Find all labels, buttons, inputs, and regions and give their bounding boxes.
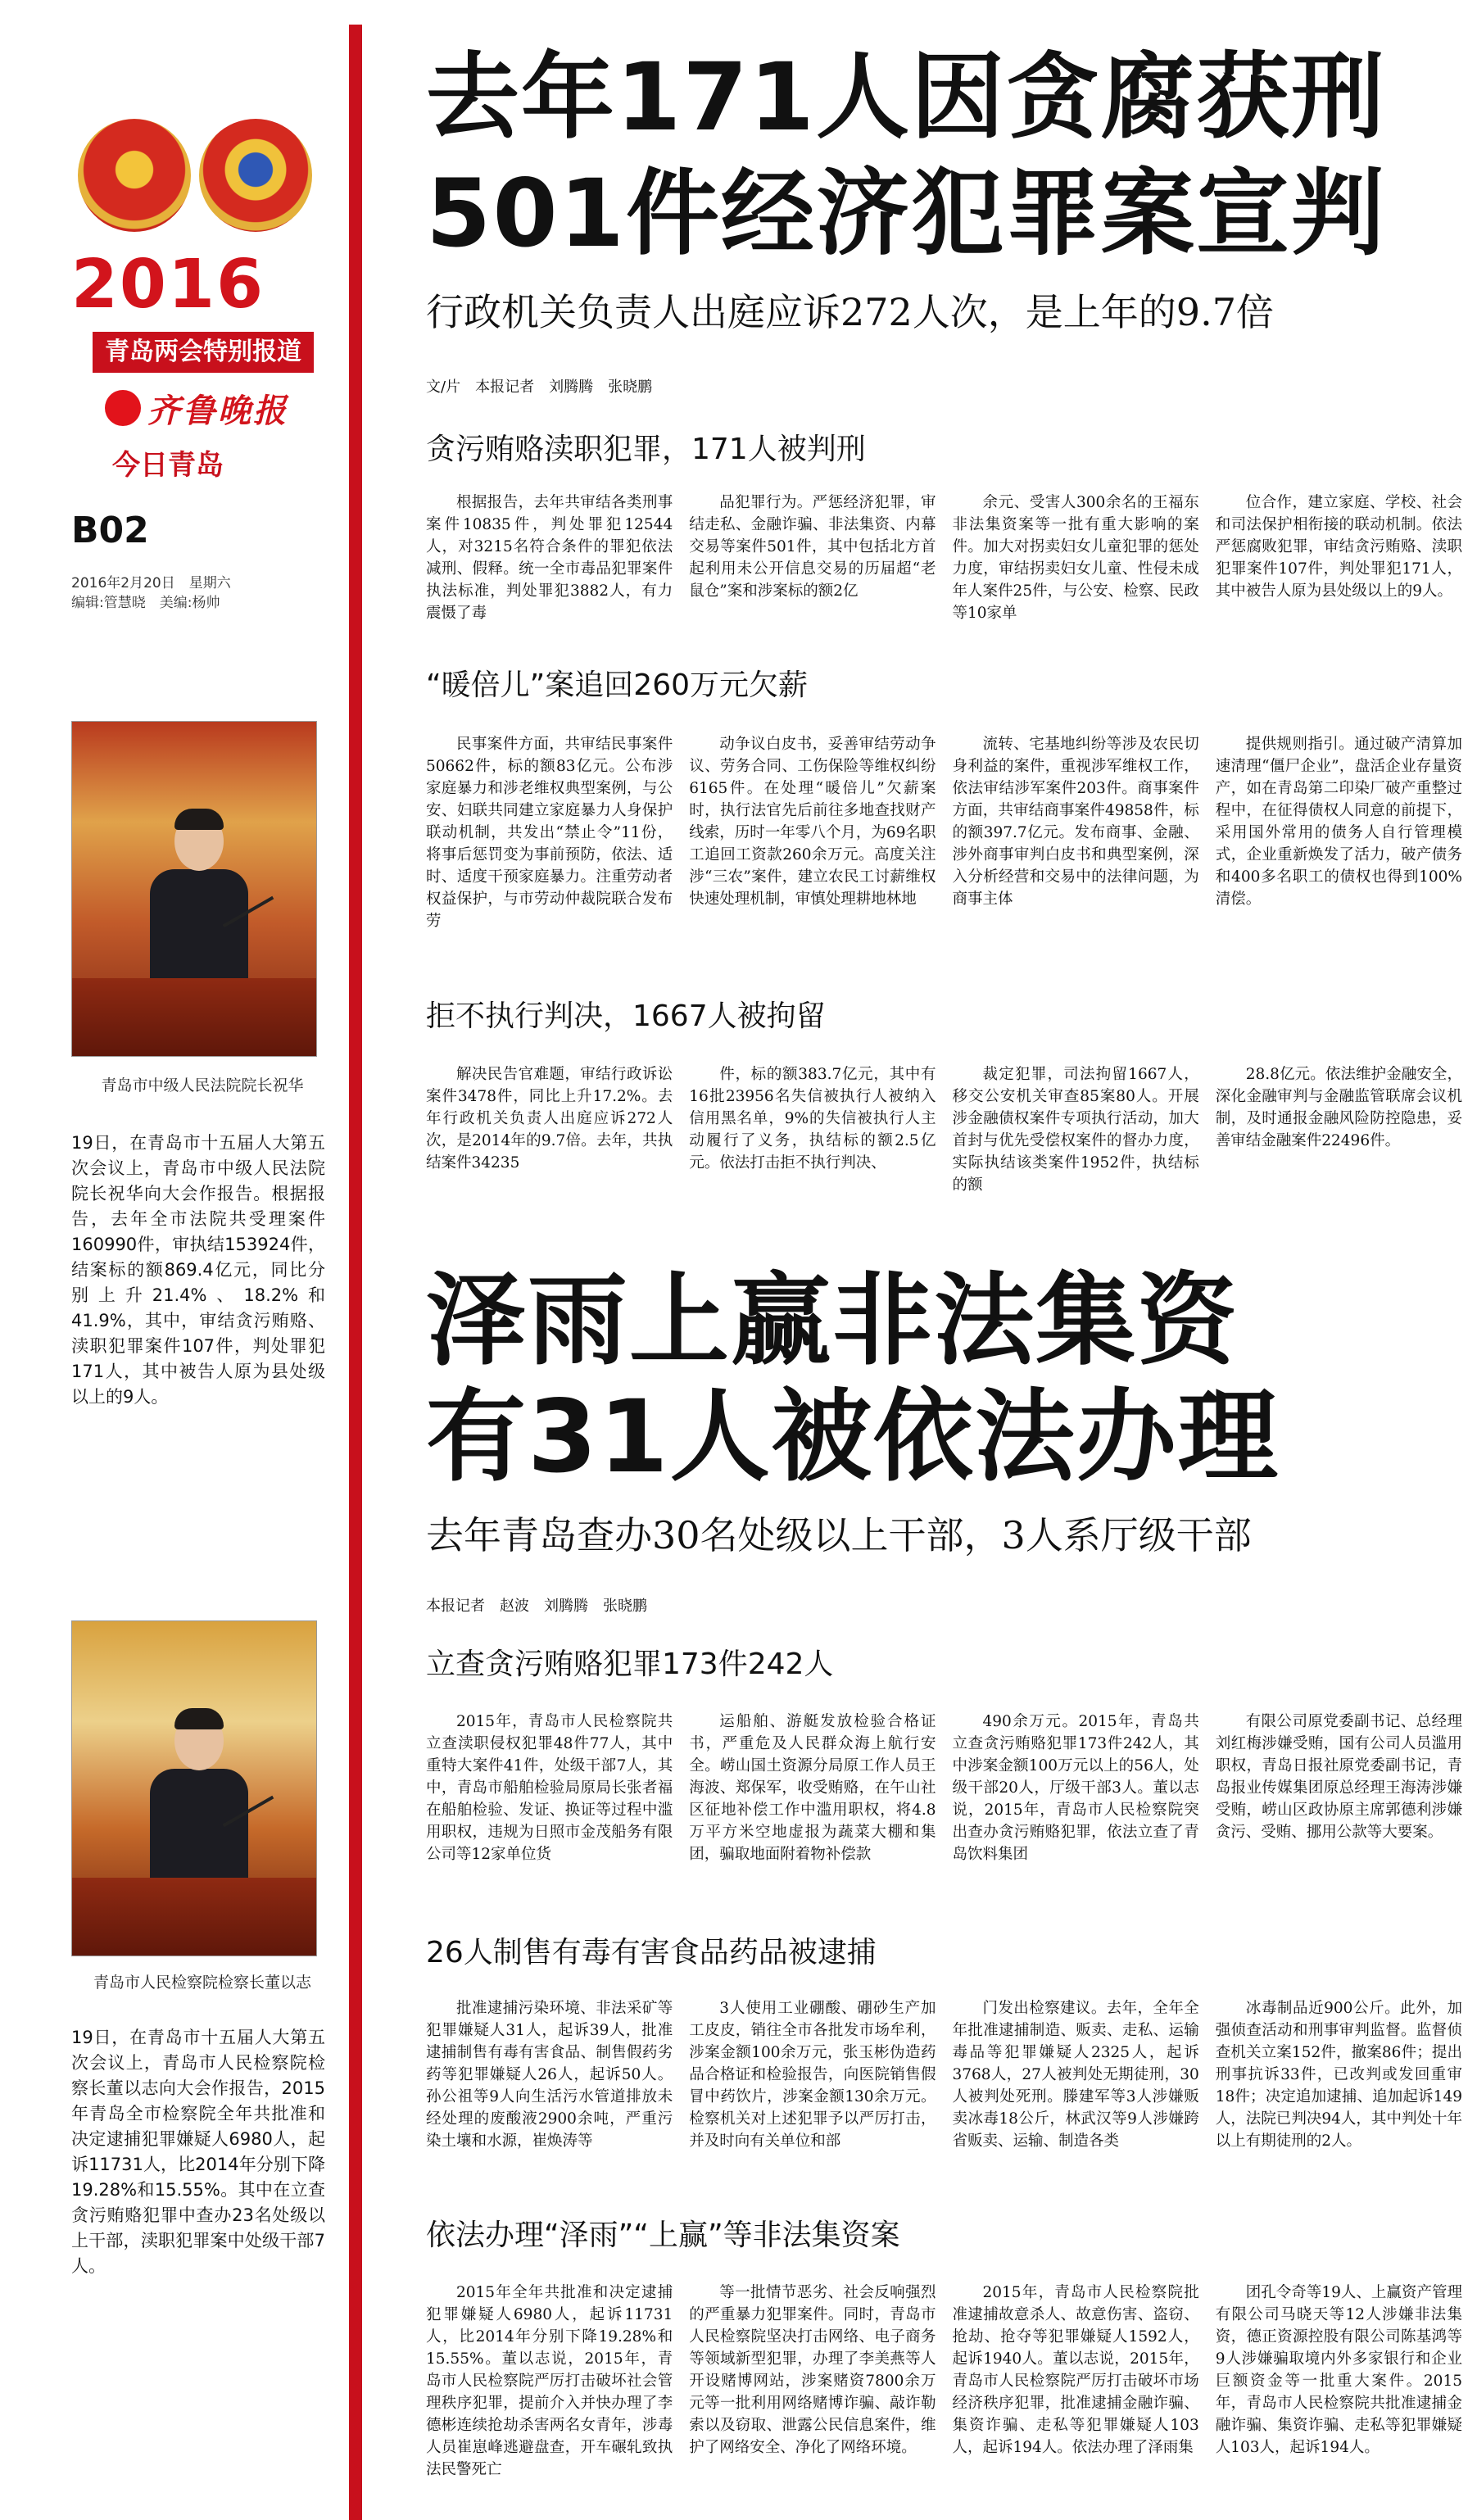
sun-logo-icon	[105, 390, 141, 426]
article-column: 动争议白皮书，妥善审结劳动争议、劳务合同、工伤保险等维权纠纷6165件。在处理“暖倍儿”欠薪案时，执行法官先后前往多地查找财产线索，历时一年零八个月，为69名职工追回工资款260余万元。高度关注涉“三农”案件，建立农民工讨薪维权快速处理机制，审慎处理耕地林地	[689, 736, 936, 908]
article-column: 品犯罪行为。严惩经济犯罪，审结走私、金融诈骗、非法集资、内幕交易等案件501件，其中包括北方首起利用未公开信息交易的历届超“老鼠仓”案和涉案标的额2亿	[689, 494, 936, 600]
article-column: 2015年全年共批准和决定逮捕犯罪嫌疑人6980人，起诉11731人，比2014年分别下降19.28%和15.55%。董以志说，2015年，青岛市人民检察院严厉打击破坏社会管理秩序犯罪，提前介入并快办理了李德彬连续抢劫杀害两名女青年，涉毒人员崔崽峰逃避盘查，开车碾轧致执法民警死亡	[426, 2284, 673, 2478]
story2-section2-body	[426, 1997, 1462, 2194]
special-report-banner: 青岛两会特别报道	[93, 332, 314, 373]
photo-procurator	[71, 1620, 317, 1956]
story1-section2-body	[426, 733, 1462, 954]
article-column: 490余万元。2015年，青岛共立查贪污贿赂犯罪173件242人，其中涉案金额100万元以上的56人，处级干部20人，厅级干部3人。董以志说，2015年，青岛市人民检察院突出查办贪污贿赂犯罪，依法立查了青岛饮料集团	[952, 1713, 1199, 1863]
article-column: 28.8亿元。依法维护金融安全，深化金融审判与金融监管联席会议机制，及时通报金融风险防控隐患，妥善审结金融案件22496件。	[1215, 1066, 1462, 1149]
person-figure	[150, 812, 248, 992]
article-column: 团孔令奇等19人、上赢资产管理有限公司马晓天等12人涉嫌非法集资，德正资源控股有限公司陈基鸿等9人涉嫌骗取境内外多家银行和企业巨额资金等一批重大案件。2015年，青岛市人民检察院共批准逮捕金融诈骗、集资诈骗、走私等犯罪嫌疑人103人，起诉194人。	[1215, 2284, 1462, 2456]
article-column: 运船舶、游艇发放检验合格证书，严重危及人民群众海上航行安全。崂山国土资源分局原工作人员王海波、郑保军，收受贿赂，在午山社区征地补偿工作中滥用职权，将4.8万平方米空地虚报为蔬菜大棚和集团，骗取地面附着物补偿款	[689, 1713, 936, 1863]
story1-section1-body	[426, 492, 1462, 635]
page-number: B02	[71, 510, 149, 551]
article-column: 有限公司原党委副书记、总经理刘红梅涉嫌受贿，国有公司人员滥用职权，青岛日报社原党委副书记，青岛报业传媒集团原总经理王海涛涉嫌受贿，崂山区政协原主席郭德利涉嫌贪污、受贿、挪用公款等大要案。	[1215, 1713, 1462, 1841]
article-column: 2015年，青岛市人民检察院批准逮捕故意杀人、故意伤害、盗窃、抢劫、抢夺等犯罪嫌疑人1592人，起诉1940人。董以志说，2015年，青岛市人民检察院严厉打击破坏市场经济秩序犯罪，批准逮捕金融诈骗、集资诈骗、走私等犯罪嫌疑人103人，起诉194人。依法办理了泽雨集	[952, 2284, 1199, 2456]
story2-section3-title: 依法办理“泽雨”“上赢”等非法集资案	[426, 2219, 900, 2252]
article-column: 位合作，建立家庭、学校、社会和司法保护相衔接的联动机制。依法严惩腐败犯罪，审结贪污贿赂、渎职犯罪案件107件，判处罪犯171人，其中被告人原为县处级以上的9人。	[1215, 494, 1462, 600]
article-column: 流转、宅基地纠纷等涉及农民切身利益的案件，重视涉军维权工作，依法审结涉军案件203件。商事案件方面，共审结商事案件49858件，标的额397.7亿元。发布商事、金融、涉外商事审判白皮书和典型案例，深入分析经营和交易中的法律问题，为商事主体	[952, 736, 1199, 908]
article-column: 余元、受害人300余名的王福东非法集资案等一批有重大影响的案件。加大对拐卖妇女儿童犯罪的惩处力度，审结拐卖妇女儿童、性侵未成年人案件25件，与公安、检察、民政等10家单	[952, 494, 1199, 622]
article-column: 门发出检察建议。去年，全年全年批准逮捕制造、贩卖、走私、运输毒品等犯罪嫌疑人2325人，起诉3768人，27人被判处无期徒刑，30人被判处死刑。滕建军等3人涉嫌贩卖冰毒18公斤，林武汉等9人涉嫌跨省贩卖、运输、制造各类	[952, 2000, 1199, 2150]
story1-section3-title: 拒不执行判决，1667人被拘留	[426, 999, 826, 1033]
article-column: 件，标的额383.7亿元，其中有16批23956名失信被执行人被纳入信用黑名单，9%的失信被执行人主动履行了义务，执结标的额2.5亿元。依法打击拒不执行判决、	[689, 1066, 936, 1172]
story1-section2-title: “暖倍儿”案追回260万元欠薪	[426, 669, 809, 702]
article-column: 等一批情节恶劣、社会反响强烈的严重暴力犯罪案件。同时，青岛市人民检察院坚决打击网络、电子商务等领域新型犯罪，办理了李美燕等人开设赌博网站，涉案赌资7800余万元等一批利用网络赌博诈骗、敲诈勒索以及窃取、泄露公民信息案件，维护了网络安全、净化了网络环境。	[689, 2284, 936, 2456]
sidebar-text-2: 19日，在青岛市十五届人大第五次会议上，青岛市人民检察院检察长董以志向大会作报告，2015年青岛全市检察院全年共批准和决定逮捕犯罪嫌疑人6980人，起诉11731人，比2014年分别下降19.28%和15.55%。其中在立查贪污贿赂犯罪中查办23名处级以上干部，渎职犯罪案中处级干部7人。	[71, 2028, 325, 2276]
paper-name: 齐鲁晚报	[147, 392, 288, 430]
person-figure	[150, 1711, 248, 1892]
story1-headline-line1: 去年171人因贪腐获刑	[426, 43, 1386, 152]
emblems	[78, 119, 315, 242]
sidebar-text-1: 19日，在青岛市十五届人大第五次会议上，青岛市中级人民法院院长祝华向大会作报告。根据报告，去年全市法院共受理案件160990件，审执结153924件，结案标的额869.4亿元，同比分别上升21.4%、18.2%和41.9%，其中，审结贪污贿赂、渎职犯罪案件107件，判处罪犯171人，其中被告人原为县处级以上的9人。	[71, 1133, 325, 1407]
story2-byline: 本报记者 赵波 刘腾腾 张晓鹏	[426, 1598, 647, 1615]
story2-section3-body	[426, 2282, 1462, 2511]
red-vertical-rule	[349, 25, 362, 2520]
podium	[72, 978, 317, 1056]
main-content	[385, 0, 1466, 2520]
article-column: 3人使用工业硼酸、硼砂生产加工皮皮，销往全市各批发市场牟利，涉案金额100余万元，张玉彬伪造药品合格证和检验报告，向医院销售假冒中药饮片，涉案金额130余万元。检察机关对上述犯罪予以严厉打击，并及时向有关单位和部	[689, 2000, 936, 2150]
story1-subhead: 行政机关负责人出庭应诉272人次，是上年的9.7倍	[426, 290, 1274, 334]
story2-subhead: 去年青岛查办30名处级以上干部，3人系厅级干部	[426, 1513, 1252, 1557]
article-column: 解决民告官难题，审结行政诉讼案件3478件，同比上升17.2%。去年行政机关负责人出庭应诉272人次，是2014年的9.7倍。去年，共执结案件34235	[426, 1066, 673, 1172]
article-column: 裁定犯罪，司法拘留1667人，移交公安机关审查85案80人。开展涉金融债权案件专项执行活动，加大首封与优先受偿权案件的督办力度，实际执结该类案件1952件，执结标的额	[952, 1066, 1199, 1194]
story1-section3-body	[426, 1063, 1462, 1219]
story2-headline-line2: 有31人被依法办理	[426, 1379, 1280, 1495]
article-column: 提供规则指引。通过破产清算加速清理“僵尸企业”，盘活企业存量资产，如在青岛第二印染厂破产重整过程中，在征得债权人同意的前提下，采用国外常用的债务人自行管理模式，企业重新焕发了活力，破产债务和400多名职工的债权也得到100%清偿。	[1215, 736, 1462, 908]
photo2-caption: 青岛市人民检察院检察长董以志	[93, 1974, 311, 1992]
photo-court-president	[71, 721, 317, 1057]
paper-logo	[105, 385, 301, 434]
podium	[72, 1878, 317, 1956]
article-column: 民事案件方面，共审结民事案件50662件，标的额83亿元。公布涉家庭暴力和涉老维权典型案例，与公安、妇联共同建立家庭暴力人身保护联动机制，共发出“禁止令”11份，将事后惩罚变为事前预防，依法、适时、适度干预家庭暴力。注重劳动者权益保护，与市劳动仲裁院联合发布劳	[426, 736, 673, 930]
masthead-year: 2016	[70, 246, 265, 324]
story1-byline: 文/片 本报记者 刘腾腾 张晓鹏	[426, 378, 653, 396]
story2-section1-title: 立查贪污贿赂犯罪173件242人	[426, 1648, 834, 1681]
story2-section1-body	[426, 1711, 1462, 1907]
story1-section1-title: 贪污贿赂渎职犯罪，171人被判刑	[426, 433, 866, 466]
left-column	[0, 0, 336, 2520]
date-line: 2016年2月20日 星期六	[71, 575, 231, 591]
story2-section2-title: 26人制售有毒有害食品药品被逮捕	[426, 1936, 877, 1969]
photo1-caption: 青岛市中级人民法院院长祝华	[101, 1076, 304, 1095]
cppcc-emblem-icon	[199, 119, 312, 232]
national-emblem-icon	[78, 119, 191, 232]
article-column: 2015年，青岛市人民检察院共立查渎职侵权犯罪48件77人，其中重特大案件41件，处级干部7人，其中，青岛市船舶检验局原局长张者福在船舶检验、发证、换证等过程中滥用职权，违规为日照市金茂船务有限公司等12家单位货	[426, 1713, 673, 1863]
article-column: 冰毒制品近900公斤。此外，加强侦查活动和刑事审判监督。监督侦查机关立案152件，撤案86件；提出刑事抗诉33件，已改判或发回重审18件；决定追加逮捕、追加起诉149人，法院已判决94人，其中判处十年以上有期徒刑的2人。	[1215, 2000, 1462, 2150]
page-meta	[71, 573, 231, 613]
article-column: 批准逮捕污染环境、非法采矿等犯罪嫌疑人31人，起诉39人，批准逮捕制售有毒有害食品、制售假药劣药等犯罪嫌疑人26人，起诉50人。孙公祖等9人向生活污水管道排放未经处理的废酸液2900余吨，严重污染土壤和水源，崔焕涛等	[426, 2000, 673, 2150]
story2-headline-line1: 泽雨上赢非法集资	[426, 1262, 1239, 1379]
edition-name: 今日青岛	[112, 449, 224, 482]
story1-headline-line2: 501件经济犯罪案宣判	[426, 159, 1386, 268]
article-column: 根据报告，去年共审结各类刑事案件10835件，判处罪犯12544人，对3215名符合条件的罪犯依法减刑、假释。统一全市毒品犯罪案件执法标准，判处罪犯3882人，有力震慑了毒	[426, 494, 673, 622]
editor-line: 编辑:管慧晓 美编:杨帅	[71, 595, 220, 611]
